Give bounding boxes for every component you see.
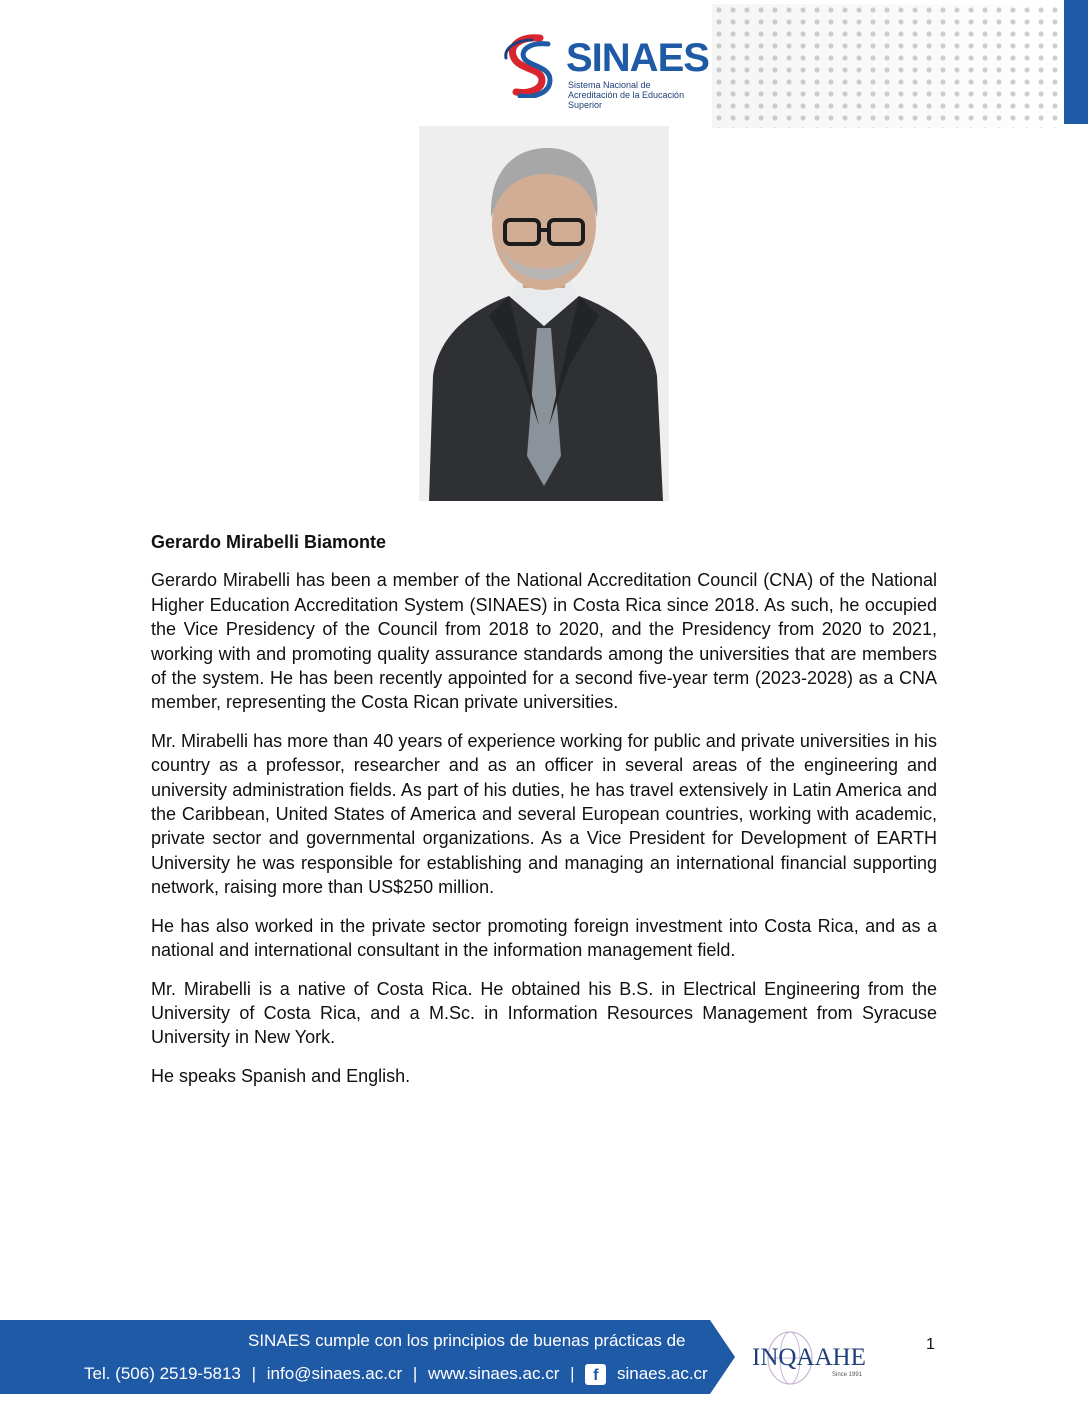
header-accent-bar bbox=[1064, 0, 1088, 124]
person-name: Gerardo Mirabelli Biamonte bbox=[151, 532, 387, 552]
header-pattern bbox=[712, 4, 1062, 128]
logo-name: SINAES bbox=[566, 36, 709, 80]
footer-separator: | bbox=[412, 1364, 418, 1383]
bio-paragraph-3: He has also worked in the private sector promoting foreign investment into Costa Rica, and as a national and international consultant in the information management field. bbox=[151, 915, 937, 961]
footer-facebook[interactable]: sinaes.ac.cr bbox=[617, 1364, 708, 1383]
footer-contacts bbox=[84, 1364, 714, 1385]
bio-paragraph-4: Mr. Mirabelli is a native of Costa Rica. He obtained his B.S. in Electrical Engineering from the University of Costa Rica, and a M.Sc. in Information Resources Management from Syracuse University in New York. bbox=[151, 978, 937, 1048]
footer-separator: | bbox=[251, 1364, 257, 1383]
biography bbox=[151, 530, 937, 1102]
sinaes-swoosh-icon bbox=[502, 34, 554, 98]
inqaahe-logo bbox=[752, 1328, 872, 1390]
page-number: 1 bbox=[926, 1336, 935, 1353]
footer-email[interactable]: info@sinaes.ac.cr bbox=[266, 1364, 403, 1383]
footer-phone: Tel. (506) 2519-5813 bbox=[84, 1364, 241, 1383]
facebook-icon: f bbox=[585, 1364, 606, 1385]
logo-subtitle: Sistema Nacional de Acreditación de la Educación Superior bbox=[568, 80, 685, 110]
inqaahe-name: INQAAHE bbox=[752, 1344, 866, 1371]
sinaes-logo bbox=[502, 34, 709, 110]
footer-website[interactable]: www.sinaes.ac.cr bbox=[428, 1364, 560, 1383]
footer-statement: SINAES cumple con los principios de buenas prácticas de bbox=[248, 1331, 686, 1350]
bio-paragraph-1: Gerardo Mirabelli has been a member of the National Accreditation Council (CNA) of the National Higher Education Accreditation System (SINAES) in Costa Rica since 2018. As such, he occupied the Vice Presidency of the Council from 2018 to 2020, and the Presidency from 2020 to 2021, working with and promoting quality assurance standards among the universities that are members of the system. He has been recently appointed for a second five-year term (2023-2028) as a CNA member, representing the Costa Rican private universities. bbox=[151, 570, 937, 713]
inqaahe-since: Since 1991 bbox=[832, 1372, 863, 1378]
portrait-photo bbox=[419, 126, 669, 501]
footer-separator: | bbox=[570, 1364, 575, 1383]
bio-paragraph-2: Mr. Mirabelli has more than 40 years of experience working for public and private universities in his country as a professor, researcher and as an officer in several areas of the engineering and university administration fields. As part of his duties, he has travel extensively in Latin America and the Caribbean, United States of America and several European countries, working with academic, private sector and governmental organizations. As a Vice President for Development of EARTH University he was responsible for establishing and managing an international financial supporting network, raising more than US$250 million. bbox=[151, 730, 937, 898]
bio-paragraph-5: He speaks Spanish and English. bbox=[151, 1065, 411, 1086]
